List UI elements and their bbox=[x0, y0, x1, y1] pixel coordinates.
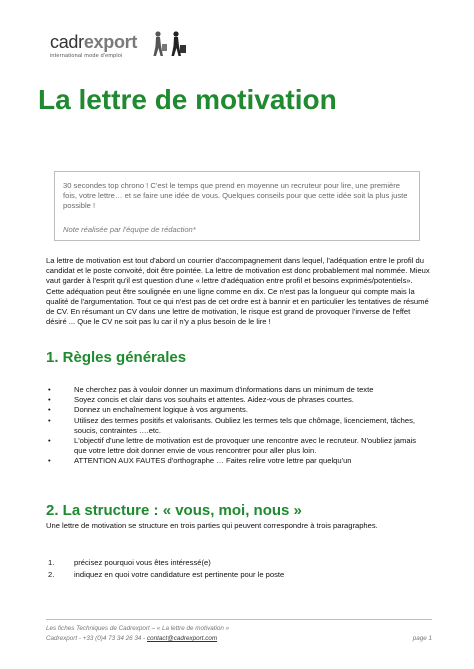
list-item-text: ATTENTION AUX FAUTES d'orthographe … Faites relire votre lettre par quelqu'un bbox=[74, 456, 352, 466]
travelers-icon bbox=[150, 30, 190, 58]
list-number: 1. bbox=[48, 558, 55, 567]
list-item-text: Utilisez des termes positifs et valorisants. Oubliez les termes tels que chômage, licenciement, tâches, soucis, contraintes ….etc. bbox=[74, 415, 416, 435]
list-item bbox=[46, 557, 426, 569]
bullet-icon: • bbox=[48, 405, 51, 415]
structure-list bbox=[46, 557, 426, 580]
logo-wordmark bbox=[50, 32, 137, 53]
quote-note: Note réalisée par l'équipe de rédaction* bbox=[63, 225, 196, 234]
page-number: page 1 bbox=[412, 635, 432, 642]
list-item-text: indiquez en quoi votre candidature est pertinente pour le poste bbox=[74, 569, 285, 579]
page-title: La lettre de motivation bbox=[38, 84, 337, 115]
list-item-text: L'objectif d'une lettre de motivation est de provoquer une rencontre avec le recruteur. N'oubliez jamais que votre lettre doit donner envie de vous rencontrer pour aller plus loin. bbox=[74, 436, 417, 456]
list-item bbox=[46, 416, 426, 436]
list-item bbox=[46, 456, 426, 466]
list-item-text: Donnez un enchaînement logique à vos arguments. bbox=[74, 405, 248, 415]
general-rules-list bbox=[46, 385, 426, 467]
logo-tagline: international mode d'emploi bbox=[50, 53, 123, 59]
bullet-icon: • bbox=[48, 415, 51, 425]
list-item bbox=[46, 569, 426, 581]
logo-suffix: export bbox=[83, 32, 138, 52]
intro-text bbox=[46, 256, 432, 327]
bullet-icon: • bbox=[48, 456, 51, 466]
list-item bbox=[46, 385, 426, 395]
bullet-icon: • bbox=[48, 385, 51, 394]
bullet-icon: • bbox=[48, 436, 51, 446]
contact-email-link[interactable]: contact@cadrexport.com bbox=[147, 635, 218, 642]
section-heading-general-rules: 1. Règles générales bbox=[46, 349, 187, 366]
footer-contact-line bbox=[46, 635, 432, 642]
intro-paragraph-1: La lettre de motivation est tout d'abord un courrier d'accompagnement dans lequel, l'adéquation entre le profil du candidat et le poste convoité, doit être pointée. La lettre de motivation est donc probablement mal nommée. Mieux vaut garder à l'esprit qu'il est question d'une « lettre d'adéquation entre profil et besoins exprimés/potentiels». bbox=[46, 256, 430, 286]
intro-quote-box bbox=[54, 171, 420, 241]
logo-prefix: cadr bbox=[50, 32, 84, 52]
list-item-text: précisez pourquoi vous êtes intéressé(e) bbox=[74, 558, 211, 567]
quote-text: 30 secondes top chrono ! C'est le temps que prend en moyenne un recruteur pour lire, une première fois, votre lettre… et se faire une idée de vous. Quelques conseils pour que cette idée soit la plus juste possible ! bbox=[63, 181, 408, 210]
brand-logo bbox=[50, 30, 190, 74]
bullet-icon: • bbox=[48, 395, 51, 405]
list-item bbox=[46, 436, 426, 456]
structure-intro: Une lettre de motivation se structure en trois parties qui peuvent correspondre à trois paragraphes. bbox=[46, 521, 378, 530]
list-item-text: Soyez concis et clair dans vos souhaits et attentes. Aidez-vous de phrases courtes. bbox=[74, 395, 354, 405]
footer-company-phone: Cadrexport - +33 (0)4 73 34 26 34 - bbox=[46, 635, 146, 642]
intro-paragraph-2: Cette adéquation peut être soulignée en une ligne comme en dix. Ce n'est pas la longueur qui compte mais la qualité de l'argumentation. Tout ce qui n'est pas de cet ordre est à bannir et en particulier les tentatives de résumé de CV. En résumant un CV dans une lettre de motivation, le risque est grand de provoquer l'inverse de l'effet désiré ... Que le CV ne soit pas lu car il n'y a plus besoin de le lire ! bbox=[46, 286, 429, 327]
list-item bbox=[46, 405, 426, 415]
footer-title: Les fiches Techniques de Cadrexport – « La lettre de motivation » bbox=[46, 625, 230, 632]
list-item-text: Ne cherchez pas à vouloir donner un maximum d'informations dans un minimum de texte bbox=[74, 385, 374, 394]
list-item bbox=[46, 395, 426, 405]
list-number: 2. bbox=[48, 569, 55, 579]
section-heading-structure: 2. La structure : « vous, moi, nous » bbox=[46, 502, 302, 519]
footer-divider bbox=[46, 619, 432, 620]
